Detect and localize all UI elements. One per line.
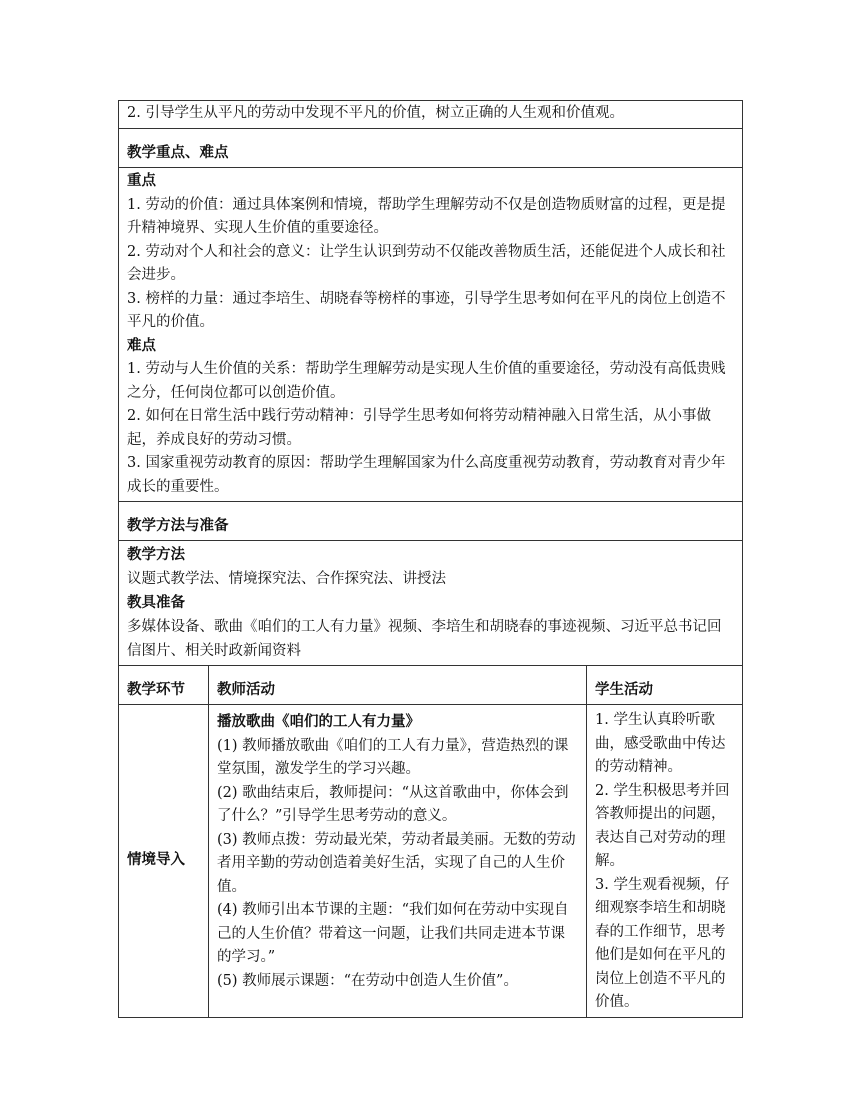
teacher-activity-header: 教师活动 (209, 666, 587, 705)
prep-label: 教具准备 (127, 595, 185, 611)
key-points-label: 重点 (127, 173, 156, 189)
student-activity-item: 2. 学生积极思考并回答教师提出的问题，表达自己对劳动的理解。 (595, 782, 730, 869)
key-points-heading: 教学重点、难点 (127, 145, 229, 161)
process-row-intro (119, 705, 743, 1018)
lesson-plan-table (118, 100, 743, 1018)
teacher-activity-item: (1) 教师播放歌曲《咱们的工人有力量》，营造热烈的课堂氛围，激发学生的学习兴趣。 (217, 737, 569, 777)
student-activity-item: 1. 学生认真聆听歌曲，感受歌曲中传达的劳动精神。 (595, 712, 726, 775)
objective-row (119, 101, 743, 129)
lesson-plan-page (118, 100, 742, 1018)
difficult-points-label: 难点 (127, 337, 156, 354)
difficult-point-item: 2. 如何在日常生活中践行劳动精神：引导学生思考如何将劳动精神融入日常生活，从小事做起，养成良好的劳动习惯。 (127, 408, 711, 448)
method-text: 议题式教学法、情境探究法、合作探究法、讲授法 (127, 571, 446, 587)
methods-heading-row (119, 502, 743, 541)
key-point-item: 1. 劳动的价值：通过具体案例和情境，帮助学生理解劳动不仅是创造物质财富的过程，更是提升精神境界、实现人生价值的重要途径。 (127, 196, 726, 236)
key-points-body-row (119, 168, 743, 502)
student-activity-header: 学生活动 (587, 666, 743, 705)
teacher-activity-item: (5) 教师展示课题：“在劳动中创造人生价值”。 (217, 972, 518, 989)
process-header-row (119, 666, 743, 705)
student-activity-item: 3. 学生观看视频，仔细观察李培生和胡晓春的工作细节，思考他们是如何在平凡的岗位上创造不平凡的价值。 (595, 876, 730, 1010)
difficult-point-item: 1. 劳动与人生价值的关系：帮助学生理解劳动是实现人生价值的重要途径，劳动没有高低贵贱之分，任何岗位都可以创造价值。 (127, 361, 726, 401)
teacher-activity-item: (2) 歌曲结束后，教师提问：“从这首歌曲中，你体会到了什么？”引导学生思考劳动的意义。 (217, 784, 569, 824)
key-point-item: 3. 榜样的力量：通过李培生、胡晓春等榜样的事迹，引导学生思考如何在平凡的岗位上创造不平凡的价值。 (127, 290, 726, 330)
method-label: 教学方法 (127, 547, 185, 563)
difficult-point-item: 3. 国家重视劳动教育的原因：帮助学生理解国家为什么高度重视劳动教育，劳动教育对青少年成长的重要性。 (127, 455, 726, 495)
teacher-activity-item: (4) 教师引出本节课的主题：“我们如何在劳动中实现自己的人生价值？带着这一问题，让我们共同走进本节课的学习。” (217, 902, 569, 965)
methods-body-row (119, 541, 743, 666)
stage-cell: 情境导入 (119, 705, 209, 1018)
key-point-item: 2. 劳动对个人和社会的意义：让学生认识到劳动不仅能改善物质生活，还能促进个人成长和社会进步。 (127, 243, 726, 283)
stage-header: 教学环节 (119, 666, 209, 705)
objective-line: 2. 引导学生从平凡的劳动中发现不平凡的价值，树立正确的人生观和价值观。 (127, 105, 624, 121)
key-points-heading-row (119, 129, 743, 168)
teacher-activity-item: (3) 教师点拨：劳动最光荣，劳动者最美丽。无数的劳动者用辛勤的劳动创造着美好生活，实现了自己的人生价值。 (217, 831, 576, 895)
methods-heading: 教学方法与准备 (127, 518, 229, 534)
teacher-activity-title: 播放歌曲《咱们的工人有力量》 (217, 714, 420, 730)
prep-text: 多媒体设备、歌曲《咱们的工人有力量》视频、李培生和胡晓春的事迹视频、习近平总书记回信图片、相关时政新闻资料 (127, 619, 722, 659)
